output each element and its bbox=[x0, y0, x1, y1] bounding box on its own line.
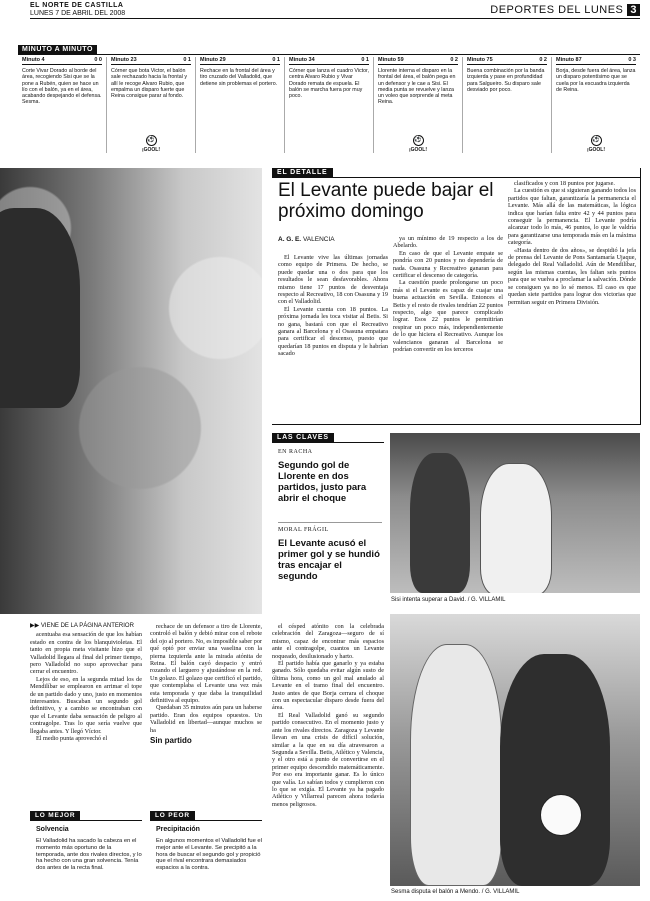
lo-mejor-tag: LO MEJOR bbox=[30, 811, 80, 820]
paragraph: El medio punta aprovechó el bbox=[36, 735, 108, 743]
minute-entry bbox=[551, 57, 640, 153]
goal-label: ¡GOOL! bbox=[586, 146, 606, 153]
lo-mejor-heading: Solvencia bbox=[36, 826, 69, 833]
minute-entry-header bbox=[289, 57, 369, 65]
soccer-ball-icon: ⚽ bbox=[591, 135, 602, 146]
lo-mejor-rule bbox=[30, 820, 142, 821]
photo-caption-bottom bbox=[391, 889, 519, 895]
minute-by-minute-strip bbox=[18, 57, 640, 153]
goal-label: ¡GOOL! bbox=[408, 146, 428, 153]
lo-mejor-text: El Valladolid ha sacado la cabeza en el momento más oportuno de la temporada, ante dos rivales directos, y lo ha hecho con una gran solvencia. Tenía dos antes de la recta final. bbox=[36, 838, 142, 872]
paragraph: En caso de que el Levante empate se pondría con 20 puntos y no dependería de nada. Osasuna y Recreativo ganaran para certificar el descenso de categoría. bbox=[393, 249, 503, 280]
minute-entry bbox=[462, 57, 551, 153]
player-silhouette bbox=[480, 463, 552, 593]
goal-label: ¡GOOL! bbox=[141, 146, 161, 153]
clave-kicker: MORAL FRÁGIL bbox=[278, 527, 329, 533]
player-silhouette bbox=[410, 453, 470, 593]
minute-entry bbox=[18, 57, 106, 153]
caption-credit: / G. VILLAMIL bbox=[481, 889, 520, 895]
lo-peor-text: En algunos momentos el Valladolid fue el mejor ante el Levante. Se precipitó a la hora de buscar el segundo gol y propició que el rival encontrara demasiados espacios a la contra. bbox=[156, 838, 262, 872]
byline-author: A. G. E. bbox=[278, 236, 302, 243]
minute-by-minute-tag: MINUTO A MINUTO bbox=[18, 45, 97, 54]
body-column-1 bbox=[30, 623, 142, 743]
section-name: DEPORTES DEL LUNES bbox=[490, 4, 624, 16]
publication-name: EL NORTE DE CASTILLA bbox=[30, 2, 124, 9]
page-number: 3 bbox=[627, 4, 640, 16]
minute-score: 0 1 bbox=[272, 57, 280, 63]
detalle-column-3 bbox=[508, 180, 636, 306]
minute-text: Córner que lanza el cuadro Victor, centra Alvaro Rubio y Vivar Dorado remata de espuela. El balón se marcha fuera por muy poco. bbox=[289, 68, 369, 100]
minute-text: Borja, desde fuera del área, lanza un disparo potentísimo que se cuela por la escuadra izquierda de Reina. bbox=[556, 68, 636, 93]
minute-entry bbox=[373, 57, 462, 153]
paragraph: El Levante cuenta con 18 puntos. La próxima jornada les toca visitar al Betis. Si no gana, bastará con que el Recreativo ganara al Barcelona y el Osasuna empatara para certificar el descenso, puesto que quedarían 18 puntos en disputa y le habrían sacado bbox=[278, 305, 388, 358]
minute-label: Minuto 87 bbox=[556, 57, 582, 63]
detalle-column-1 bbox=[278, 254, 388, 358]
minute-entry bbox=[195, 57, 284, 153]
caption-text: Sisi intenta superar a David. bbox=[391, 597, 467, 603]
minute-text: Llorente interna el disparo en la frontal del área, el balón pega en un defensor y le cae a Sisi. El media punta se revuelve y lanza un voleo que sorprende al meta Reina. bbox=[378, 68, 456, 106]
paragraph: rechace de un defensor a tiro de Llorente, controló el balón y debió mirar con el rebote del ojo al portero. No, es imposible saber por qué optó por enviar una vaselina con la pierna izquierda ante la mirada atónita de Reina. El balón cayó despacio y entró rozando el larguero y ajustándose en la red. Un golazo. El golazo que certificó el partido, que contemplaba el Levante una vez más esta temporada y que daba la tranquilidad definitiva al equipo. bbox=[150, 623, 262, 705]
player-photo-left bbox=[0, 168, 262, 614]
byline-location: VALENCIA bbox=[302, 236, 335, 243]
goal-marker bbox=[374, 135, 462, 153]
ball-icon bbox=[540, 794, 582, 836]
minute-entry-header bbox=[111, 57, 191, 65]
minute-score: 0 0 bbox=[94, 57, 102, 63]
claves-tag: LAS CLAVES bbox=[272, 433, 334, 442]
minute-score: 0 3 bbox=[628, 57, 636, 63]
match-photo-top bbox=[390, 433, 640, 593]
player-silhouette bbox=[410, 644, 502, 886]
minute-text: Buena combinación por la banda izquierda y pase en profundidad para Salgueiro. Su disparo sale desviado por poco. bbox=[467, 68, 545, 93]
continued-from: ▶▶ VIENE DE LA PÁGINA ANTERIOR bbox=[30, 623, 134, 629]
paragraph: El partido había que ganarlo y ya estaba ganado. Sólo quedaba evitar algún susto de última hora, como un gol mal anulado al Levante en el tramo final del encuentro. Justo antes de que Borja cerrara el choque con un espectacular disparo desde fuera del área. bbox=[272, 660, 384, 712]
goal-marker bbox=[552, 135, 640, 153]
minute-label: Minuto 59 bbox=[378, 57, 404, 63]
minute-entry-header bbox=[22, 57, 102, 65]
body-column-2 bbox=[150, 623, 262, 747]
paragraph: Quedaban 35 minutos aún para un haberse partido. Eran dos equipos opuestos. Un Valladolid en libertad—aunque muchos se ha bbox=[150, 704, 262, 734]
detalle-byline bbox=[278, 236, 335, 243]
minute-score: 0 2 bbox=[539, 57, 547, 63]
paragraph: El Levante vive las últimas jornadas como equipo de Primera. De hecho, se puede quedar una o dos para que los resultados le sean desfavorables. Ahora mismo tiene 17 puntos de desventaja respecto al Recreativo, 18 con Osasuna y 19 con el Valladolid. bbox=[278, 254, 388, 306]
minute-score: 0 1 bbox=[183, 57, 191, 63]
caption-text: Sesma disputa el balón a Mendo. bbox=[391, 889, 481, 895]
body-column-3 bbox=[272, 623, 384, 808]
paragraph: clasificados y con 18 puntos por jugarse. bbox=[514, 180, 615, 187]
paragraph: acentuaba esa sensación de que los habían estado en contra de los blanquivioletas. El tanto en propia meta visitante hizo que el Valladolid llegara al final del primer tiempo, pero Valladolid no supo aprovechar para cerrar el encuentro. bbox=[30, 631, 142, 676]
body-column-1-text bbox=[30, 631, 142, 742]
minute-entry-header bbox=[467, 57, 547, 65]
match-photo-bottom bbox=[390, 614, 640, 886]
player-silhouette bbox=[500, 654, 610, 886]
paragraph: ya un mínimo de 19 respecto a los de Abelardo. bbox=[393, 235, 503, 250]
paragraph: La cuestión es que si siguieran ganando todos los partidos que faltan, garantizaría la permanencia el Levante. Más allá de las matemáticas, la lógica indica que harían falta entre 42 y 44 puntos para conseguir la permanencia. El Levante podría alcanzar todo lo más, 46 puntos, lo que le valdría para garantizarse una temporada más en la máxima categoría. bbox=[508, 187, 637, 247]
section-header bbox=[490, 4, 640, 16]
clave-headline: El Levante acusó el primer gol y se hundió tras encajar el segundo bbox=[278, 538, 380, 582]
minute-entry bbox=[284, 57, 373, 153]
paragraph: La cuestión puede prolongarse un poco más si el Levante es capaz de cuajar una buena actuación en Sevilla. Entonces el Betis y el resto de rivales tendrían 22 puntos respecto, algo que parece complicado lograr. Esos 22 puntos le permitirían respirar un poco más, independientemente de lo que hiciera el Recreativo. Aunque los valencianos ganaran al Barcelona se podrían convertir en los terceros bbox=[393, 279, 503, 354]
minute-label: Minuto 23 bbox=[111, 57, 137, 63]
minute-entry bbox=[106, 57, 195, 153]
minute-label: Minuto 4 bbox=[22, 57, 45, 63]
minute-text: Córner que bota Victor, el balón sale rechazado hacia la frontal y allí le recoge Alvaro Rubio, que empalma un disparo fuerte que Reina consigue parar al fondo. bbox=[111, 68, 187, 100]
detalle-headline: El Levante puede bajar el próximo domingo bbox=[278, 180, 494, 222]
soccer-ball-icon: ⚽ bbox=[413, 135, 424, 146]
minute-entry-header bbox=[200, 57, 280, 65]
clave-headline: Segundo gol de Llorente en dos partidos, justo para abrir el choque bbox=[278, 460, 367, 504]
paragraph: el césped atónito con la celebrada celebración del Zaragoza—seguro de sí mismo, capaz de encontrar más espacios ante el contragolpe, cuantos un Levante noqueado, desilusionado y harto. bbox=[272, 623, 384, 660]
detalle-rule bbox=[272, 177, 640, 178]
header-rule bbox=[30, 18, 640, 19]
lo-peor-heading: Precipitación bbox=[156, 826, 200, 833]
minute-label: Minuto 34 bbox=[289, 57, 315, 63]
paragraph: Lejos de eso, en la segunda mitad los de Mendilíbar se emplearon en arrimar el tope de un partido dado y uno, justo en momentos interesantes. Buscaban un segundo gol definitivo, y a cambio se encontraban con que el Levante daba sensación de peligro al contragolpe. Tras lo que sería vuelve que llegaba antes. Y llegó Víctor. bbox=[30, 675, 142, 735]
issue-date: LUNES 7 DE ABRIL DEL 2008 bbox=[30, 10, 126, 17]
detalle-tag: EL DETALLE bbox=[272, 168, 333, 177]
minute-text: Rechace en la frontal del área y tiro cruzado del Valladolid, que detiene sin problemas el portero. bbox=[200, 68, 278, 87]
subheading: Sin partido bbox=[150, 736, 192, 746]
minute-entry-header bbox=[378, 57, 458, 65]
caption-credit: / G. VILLAMIL bbox=[467, 597, 506, 603]
paragraph: El Real Valladolid ganó su segundo partido consecutivo. En el momento justo y ante los rivales directos. Zaragoza y Levante llevan en una crisis de difícil solución, similar a la que en su día atravesaron a Segunda a Sevilla. Betis, Atlético y Valencia, y el otro está a punto de convertirse en el primer equipo descendido matemáticamente. Por eso era importante ganar. Es lo único que valía. Lo sabían todos y cumplieron con lo que se exigía. El Levante ya ha pagado Atlético y Villarreal parecen ahora todavía menos peligrosos. bbox=[272, 711, 384, 808]
claves-divider bbox=[278, 522, 382, 523]
minute-label: Minuto 75 bbox=[467, 57, 493, 63]
clave-kicker: EN RACHA bbox=[278, 449, 313, 455]
minute-score: 0 1 bbox=[361, 57, 369, 63]
minute-score: 0 2 bbox=[450, 57, 458, 63]
lo-peor-tag: LO PEOR bbox=[150, 811, 195, 820]
masthead bbox=[30, 2, 125, 18]
claves-rule bbox=[272, 442, 384, 443]
lo-peor-rule bbox=[150, 820, 262, 821]
body-column-2-text bbox=[150, 623, 262, 745]
minute-label: Minuto 29 bbox=[200, 57, 226, 63]
minute-text: Corte Vivar Dorado al borde del área, recogiendo Sisi que se la pone a Rubén, quien se hace un lío con el balón, ya en el área, acabando despejando el defensa. Sesma. bbox=[22, 68, 102, 106]
minute-entry-header bbox=[556, 57, 636, 65]
minute-by-minute-rule bbox=[18, 54, 640, 55]
continued-label: VIENE DE LA PÁGINA ANTERIOR bbox=[40, 623, 134, 629]
soccer-ball-icon: ⚽ bbox=[146, 135, 157, 146]
paragraph: «Hasta dentro de dos años», se despidió la jefa de prensa del Levante de Pons Santamaría Ujaque, delegado del Real Valladolid. Aún de Mendilíbar, según las mismas cuentas, les faltan seis puntos para que se vuelva a proclamar la salvación. Dónde se consiguen ya no lo sé menos. El caso es que quedan siete partidos para lograr dos victorias que permitan seguir en Primera División. bbox=[508, 246, 636, 306]
goal-marker bbox=[107, 135, 195, 153]
photo-caption-top bbox=[391, 597, 505, 603]
detalle-column-2 bbox=[393, 235, 503, 354]
player-silhouette bbox=[0, 208, 80, 408]
